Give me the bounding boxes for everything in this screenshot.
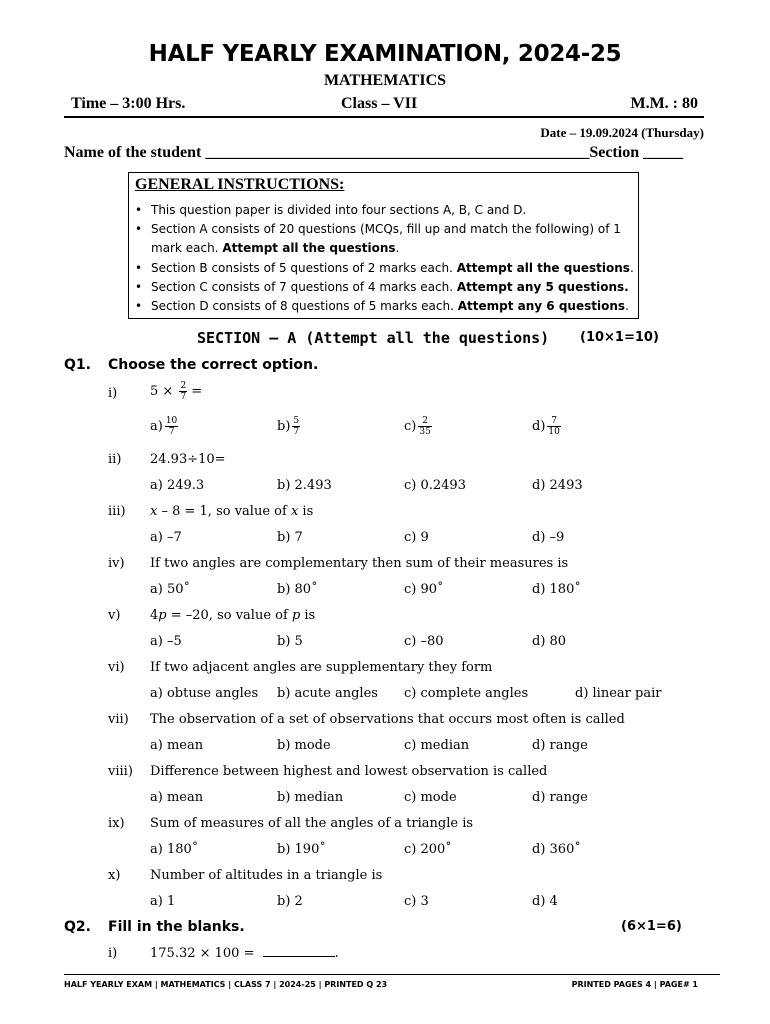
instruction-item: [135, 259, 635, 278]
question-number: viii): [108, 764, 133, 779]
option-b: b) 7: [277, 530, 303, 545]
option-fraction: [547, 416, 560, 437]
option-d: d) 360˚: [532, 842, 581, 857]
q1-i-stem: [150, 381, 202, 402]
option-a: a) mean: [150, 790, 204, 805]
option-b: [277, 416, 300, 437]
option-label: b): [277, 419, 291, 434]
question-number: ii): [108, 452, 122, 467]
option-b: b) 190˚: [277, 842, 326, 857]
q2-marks: (6×1=6): [621, 919, 682, 934]
fraction-denominator: 7: [293, 427, 300, 437]
answer-blank: [263, 956, 335, 957]
footer-left: HALF YEARLY EXAM | MATHEMATICS | CLASS 7 | 2024-25 | PRINTED Q 23: [64, 980, 388, 989]
question-stem: Sum of measures of all the angles of a triangle is: [150, 816, 474, 831]
instruction-item: [135, 220, 635, 258]
option-label: a): [150, 419, 163, 434]
option-b: b) acute angles: [277, 686, 378, 701]
option-b: b) mode: [277, 738, 331, 753]
fraction-numerator: 5: [293, 416, 300, 426]
stem-fraction: [179, 381, 187, 402]
fraction-numerator: 2: [418, 416, 431, 427]
q1-i-number: i): [108, 386, 118, 401]
option-a: a) 249.3: [150, 478, 205, 493]
option-d: d) 2493: [532, 478, 583, 493]
bullet-icon: •: [135, 203, 143, 217]
q1-prompt: Choose the correct option.: [108, 357, 319, 373]
option-b: b) 2: [277, 894, 303, 909]
stem-text: 5 ×: [150, 384, 178, 399]
question-number: ix): [108, 816, 125, 831]
question-stem: x – 8 = 1, so value of x is: [150, 504, 314, 519]
instruction-text: Section D consists of 8 questions of 5 marks each.: [151, 299, 458, 313]
max-marks-label: M.M. : 80: [630, 95, 698, 112]
option-a: [150, 416, 178, 437]
question-stem: Number of altitudes in a triangle is: [150, 868, 383, 883]
question-number: vii): [108, 712, 129, 727]
general-instructions-box: [128, 172, 639, 319]
option-label: d): [532, 419, 546, 434]
bullet-icon: •: [135, 222, 143, 236]
option-b: b) 2.493: [277, 478, 332, 493]
instruction-tail: .: [395, 241, 400, 255]
option-b: b) median: [277, 790, 344, 805]
option-c: c) median: [404, 738, 470, 753]
option-fraction: [292, 416, 300, 437]
instruction-text: Section A consists of 20 questions (MCQs, fill up and match the following) of 1 mark each.: [151, 222, 621, 255]
option-fraction: [165, 416, 178, 437]
instruction-tail: .: [629, 261, 634, 275]
option-c: c) –80: [404, 634, 444, 649]
option-a: a) –7: [150, 530, 182, 545]
q2-i-stem: [150, 946, 339, 961]
option-d: d) range: [532, 738, 588, 753]
stem-tail: =: [187, 384, 203, 399]
footer-divider: [64, 974, 720, 975]
question-number: x): [108, 868, 121, 883]
instructions-title: GENERAL INSTRUCTIONS:: [135, 176, 345, 193]
fraction-denominator: 35: [419, 427, 431, 437]
question-number: vi): [108, 660, 125, 675]
option-c: c) 0.2493: [404, 478, 466, 493]
instruction-text: This question paper is divided into four sections A, B, C and D.: [151, 203, 527, 217]
option-c: c) mode: [404, 790, 457, 805]
option-d: [532, 416, 561, 437]
option-fraction: [418, 416, 431, 437]
exam-date: Date – 19.09.2024 (Thursday): [540, 125, 704, 140]
option-b: b) 5: [277, 634, 303, 649]
question-stem: If two adjacent angles are supplementary they form: [150, 660, 493, 675]
stem-tail: .: [334, 946, 339, 961]
instruction-item: [135, 278, 635, 297]
q1-number: Q1.: [64, 357, 91, 373]
instruction-emphasis: Attempt any 5 questions.: [456, 280, 629, 294]
bullet-icon: •: [135, 261, 143, 275]
option-d: d) linear pair: [575, 686, 662, 701]
fraction-denominator: 10: [548, 427, 560, 437]
question-stem: Difference between highest and lowest observation is called: [150, 764, 548, 779]
question-number: iv): [108, 556, 125, 571]
subject-title: MATHEMATICS: [323, 72, 447, 89]
section-a-heading: SECTION – A (Attempt all the questions): [197, 329, 550, 347]
q2-i-number: i): [108, 946, 118, 961]
exam-title: HALF YEARLY EXAMINATION, 2024-25: [148, 41, 622, 67]
instruction-text: Section B consists of 5 questions of 2 marks each.: [151, 261, 457, 275]
option-c: c) complete angles: [404, 686, 529, 701]
option-a: a) 50˚: [150, 582, 190, 597]
stem-text: 175.32 × 100 =: [150, 946, 259, 961]
question-stem: 24.93÷10=: [150, 452, 226, 467]
option-a: a) –5: [150, 634, 182, 649]
header-divider: [64, 116, 704, 118]
option-label: c): [404, 419, 417, 434]
instruction-tail: .: [625, 299, 629, 313]
option-a: a) 180˚: [150, 842, 199, 857]
q2-prompt: Fill in the blanks.: [108, 919, 245, 935]
fraction-numerator: 7: [547, 416, 560, 427]
question-stem: 4p = –20, so value of p is: [150, 608, 316, 623]
option-c: c) 3: [404, 894, 429, 909]
fraction-numerator: 10: [165, 416, 178, 426]
option-a: a) 1: [150, 894, 176, 909]
class-label: Class – VII: [341, 95, 418, 112]
option-d: d) 80: [532, 634, 567, 649]
option-a: a) obtuse angles: [150, 686, 259, 701]
instruction-item: [135, 201, 635, 220]
option-d: d) range: [532, 790, 588, 805]
option-c: c) 9: [404, 530, 429, 545]
student-name-field: Name of the student ________________________________________________Section _____: [64, 144, 684, 161]
fraction-denominator: 7: [180, 392, 187, 402]
instruction-item: [135, 297, 635, 316]
fraction-denominator: 7: [168, 427, 175, 437]
option-b: b) 80˚: [277, 582, 318, 597]
time-label: Time – 3:00 Hrs.: [71, 95, 186, 112]
question-stem: If two angles are complementary then sum of their measures is: [150, 556, 569, 571]
option-d: d) 4: [532, 894, 558, 909]
instruction-emphasis: Attempt any 6 questions: [457, 299, 626, 313]
instruction-text: Section C consists of 7 questions of 4 marks each.: [151, 280, 457, 294]
question-number: v): [108, 608, 121, 623]
section-a-marks: (10×1=10): [580, 330, 659, 345]
option-d: d) –9: [532, 530, 565, 545]
option-d: d) 180˚: [532, 582, 581, 597]
bullet-icon: •: [135, 299, 143, 313]
instruction-emphasis: Attempt all the questions: [456, 261, 630, 275]
question-number: iii): [108, 504, 126, 519]
footer-right: PRINTED PAGES 4 | PAGE# 1: [571, 980, 698, 989]
option-c: [404, 416, 432, 437]
fraction-numerator: 2: [180, 381, 187, 391]
option-c: c) 90˚: [404, 582, 444, 597]
instruction-emphasis: Attempt all the questions: [222, 241, 396, 255]
q2-number: Q2.: [64, 919, 91, 935]
bullet-icon: •: [135, 280, 143, 294]
option-c: c) 200˚: [404, 842, 452, 857]
question-stem: The observation of a set of observations that occurs most often is called: [150, 712, 625, 727]
option-a: a) mean: [150, 738, 204, 753]
